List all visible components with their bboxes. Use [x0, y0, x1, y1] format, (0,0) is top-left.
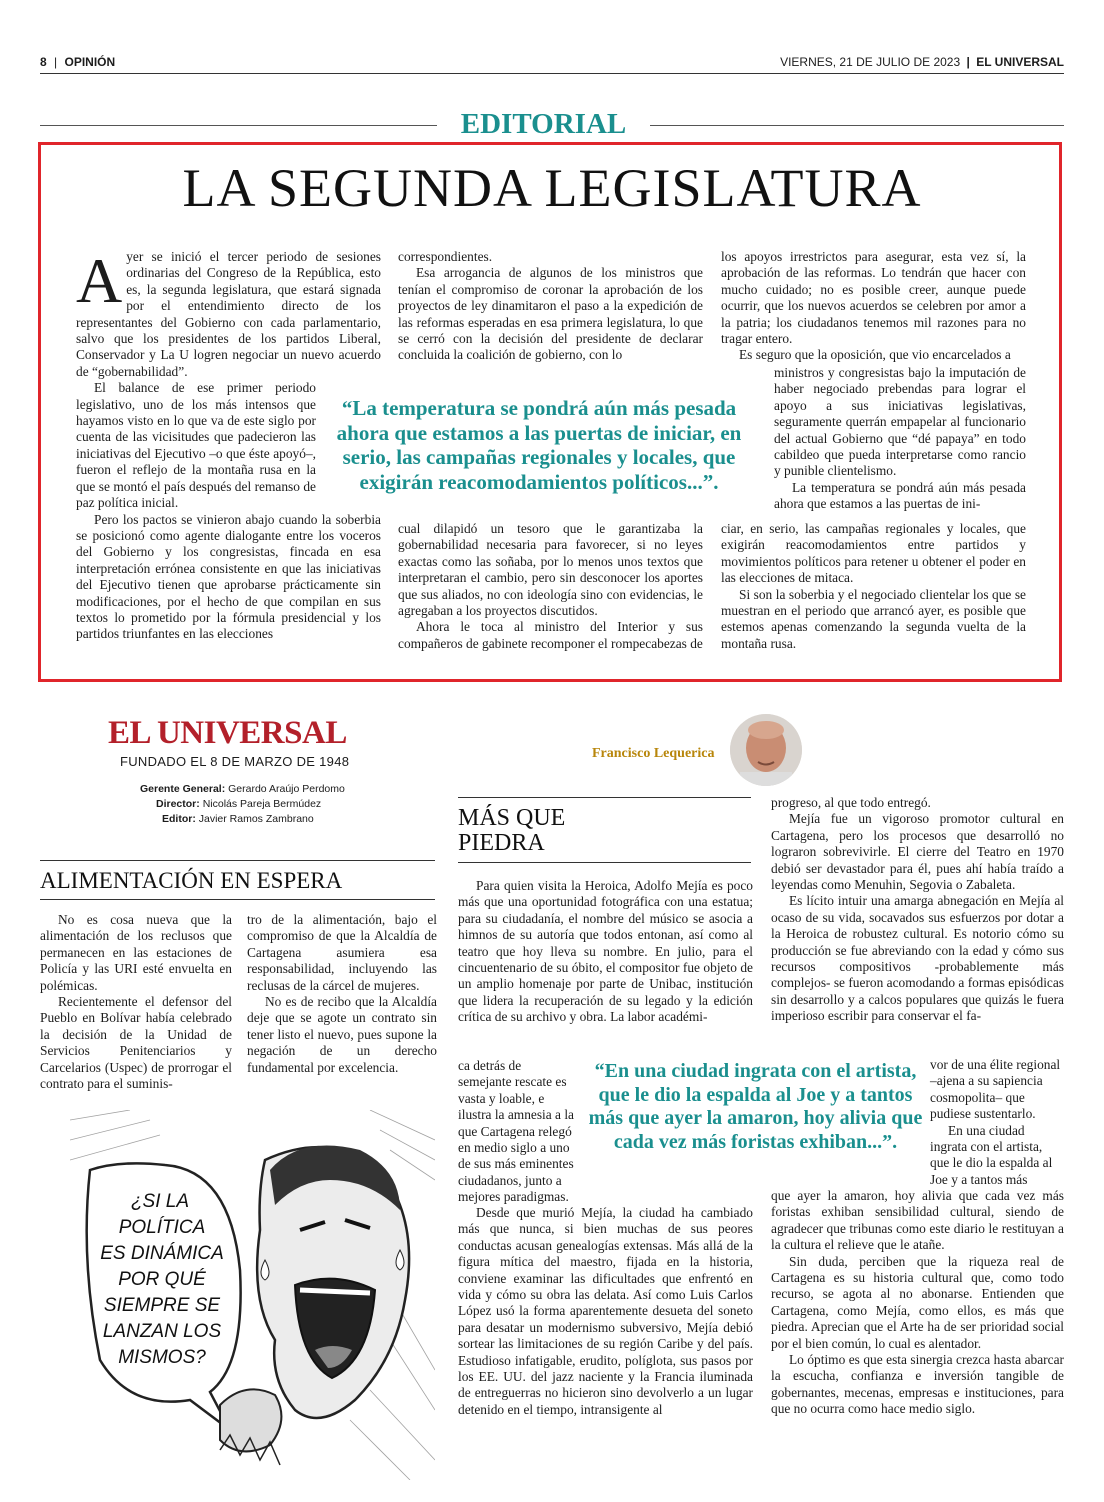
editorial-paragraph: Pero los pactos se vinieron abajo cuando la soberbia se posicionó como agente dialogante entre los voceros del Gobierno y los congresistas, fincada en esa interpretación errónea consistente en que las iniciativas del Ejecutivo tienen que aprobarse prácticamente sin modificaciones, por el hecho de que compilan en sus textos lo prometido por la fórmula presidencial y los partidos triunfantes en las elecciones [76, 511, 381, 642]
column-body-1-top [458, 878, 753, 1026]
column-paragraph: Desde que murió Mejía, la ciudad ha cambiado más que nunca, si bien muchas de sus peores conductas acusan genealogías extensas. Más allá de la figura mítica del maestro, fijada en la historia, conviene examinar las dificultades que enfrentó en vida y cómo su obra las delata. Así como Luis Carlos López usó la forma aparentemente desueta del soneto para desatar un modernismo subversivo, Mejía debió sortear las limitaciones de su región Caribe y del país. Estudioso infatigable, erudito, políglota, sus pasos por los EE. UU. del jazz naciente y la Francia iluminada de entreguerras no hicieron sino devolverlo a un lugar detenido en el tiempo, intransigente al [458, 1205, 753, 1417]
alimentacion-paragraph: No es cosa nueva que la alimentación de los reclusos que permanecen en las estaciones de Policía y las URI esté envuelta en polémicas. [40, 912, 232, 993]
header-rule [40, 73, 1064, 74]
column-body-1-bottom [458, 1205, 753, 1418]
editorial-paragraph: La temperatura se pondrá aún más pesada ahora que estamos a las puertas de ini- [774, 479, 1026, 512]
editorial-paragraph: los apoyos irrestrictos para asegurar, esta vez sí, la aprobación de las reformas. Lo tendrán que hacer con mucho cuidado; no es posible creer, aunque puede ocurrir, que los nuevos acuerdos se celebren por amor a la patria; los ciudadanos tenemos mil razones para no tragar entero. [721, 249, 1026, 347]
column-paragraph: Lo óptimo es que esta sinergia crezca hasta abarcar la escucha, confianza e inversión tangible de gobernantes, mecenas, empresas e instituciones, para que no ocurra como hace medio siglo. [771, 1352, 1064, 1417]
alimentacion-title-rule [40, 899, 435, 900]
column-body-2-top [771, 795, 1064, 1025]
column-title-line: MÁS QUE [458, 805, 566, 831]
editorial-cartoon [70, 1110, 435, 1480]
editorial-paragraph: cual dilapidó un tesoro que le garantizaba la gobernabilidad necesaria para favorecer, si no leyes exactas como las soñaba, por lo menos unos textos que interpretaran el cambio, pero sin desconocer los aportes que sus aliados, no con ideología sino con evidencias, le agregaban a los proyectos discutidos. [398, 521, 703, 619]
editorial-paragraph: Esa arrogancia de algunos de los ministros que tenían el compromiso de coronar la aprobación de los proyectos de ley dinamitaron el paso a la expedición de las reformas esperadas en esa primera legislatura, lo que se cerró con la decisión del presidente de declarar concluida la coalición de gobierno, con lo [398, 265, 703, 363]
editorial-column-2-top [398, 249, 703, 364]
column-paragraph: progreso, al que todo entregó. [771, 795, 931, 810]
column-paragraph: que ayer la amaron, hoy alivia que cada vez más foristas exhiban sensibilidad cultural, siendo de agradecer que tribunas como este diario le restituyan a la cultura el relieve que le atañe. [771, 1188, 1064, 1253]
editorial-paragraph: ministros y congresistas bajo la imputación de haber negociado prebendas para lograr el apoyo a sus iniciativas legislativas, seguramente querrán empapelar al funcionario del actual Gobierno que “dé papaya” en todo cabildeo que pueda interpretarse como rancio y punible clientelismo. [774, 365, 1026, 479]
editorial-paragraph: yer se inició el tercer periodo de sesiones ordinarias del Congreso de la República, esto es, la segunda legislatura, que estará signada por el entendimiento directo de los representantes del Gobierno con cada parlamentario, salvo que los presidentes de los partidos Liberal, Conservador y La U logren negociar un nuevo acuerdo de “gobernabilidad”. [76, 249, 381, 379]
staff-role: Director: [156, 798, 200, 810]
masthead-staff [96, 782, 396, 827]
editorial-paragraph: ciar, en serio, las campañas regionales y locales, que exigirán reacomodamientos entre partidos y movimientos políticos para retener u obtener el poder en las elecciones de mitaca. [721, 521, 1026, 586]
section-name: OPINIÓN [64, 55, 116, 69]
column-author: Francisco Lequerica [592, 746, 715, 761]
cartoon-speech-line: ¿SI LA [130, 1191, 190, 1212]
column-title [458, 806, 565, 856]
column-title-rule [458, 862, 751, 863]
column-paragraph: Es lícito intuir una amarga abnegación en Mejía al ocaso de su vida, socavados sus esfuerzos por dotar a la Heroica de robustez cultural. Es notorio cómo su producción se fue abreviando con la edad y cómo sus recursos compositivos -probablemente más complejos- se fueron acomodando a formas episódicas sin desarrollo y a calcos populares que quizás le fuera imperioso escribir para conservar el fa- [771, 893, 1065, 1024]
cartoon-speech-line: ES DINÁMICA [100, 1243, 224, 1264]
alimentacion-paragraph: Recientemente el defensor del Pueblo en Bolívar había celebrado la decisión de la Unidad de Servicios Penitenciarios y Carcelarios (Uspec) de prorrogar el contrato para el suminis- [40, 994, 232, 1092]
editorial-paragraph: correspondientes. [398, 249, 493, 264]
cartoon-speech-line: POLÍTICA [118, 1217, 206, 1238]
cartoon-speech-line: LANZAN LOS [102, 1321, 222, 1342]
editorial-paragraph: Ahora le toca al ministro del Interior y sus compañeros de gabinete recomponer el rompecabezas de [398, 619, 703, 651]
column-paragraph: Para quien visita la Heroica, Adolfo Mejía es poco más que una oportunidad fotográfica con una estatua; para su ciudadanía, el nombre del músico se asocia a himnos de su autoría que todos entonan, así como al teatro que hoy lleva su nombre. En julio, para el cincuentenario de su óbito, el compositor fue objeto de un amplio homenaje por parte de Unibac, institución que lidera la recuperación de su legado y la edición crítica de su archivo y obra. La labor académi- [458, 878, 753, 1025]
masthead-logo: EL UNIVERSAL [108, 715, 347, 751]
column-pullquote: “En una ciudad ingrata con el artista, que le dio la espalda al Joe y a tantos más que ayer la amaron, hoy alivia que cada vez más foristas exhiban...”. [583, 1060, 928, 1154]
masthead-founded: FUNDADO EL 8 DE MARZO DE 1948 [120, 754, 350, 769]
alimentacion-column-2 [247, 912, 437, 1076]
column-paragraph: Mejía fue un vigoroso promotor cultural en Cartagena, pero los procesos que desarrolló no lograron sobrevivirle. El cierre del Teatro en 1970 debió ser devastador para él, pues ahí había traído a leyendas como Menuhin, Segovia o Zabaleta. [771, 811, 1064, 893]
column-title-line: PIEDRA [458, 830, 545, 856]
editorial-pullquote: “La temperatura se pondrá aún más pesada ahora que estamos a las puertas de iniciar, en serio, las campañas regionales y locales, que exigirán reacomodamientos políticos...”. [318, 396, 760, 494]
kicker-rule-right [650, 125, 1064, 126]
editorial-kicker: EDITORIAL [460, 108, 627, 140]
cartoon-speech-line: MISMOS? [118, 1347, 206, 1368]
cartoon-speech-line: SIEMPRE SE [103, 1295, 221, 1316]
cartoon-speech-line: POR QUÉ [118, 1269, 206, 1290]
staff-role: Gerente General: [140, 783, 226, 795]
editorial-paragraph: Si son la soberbia y el negociado clientelar los que se muestran en el periodo que arrancó ayer, es posible que estemos apenas comenzando la segunda vuelta de la montaña rusa. [721, 586, 1026, 651]
staff-name: Nicolás Pareja Bermúdez [202, 798, 322, 810]
page-header: 8 | OPINIÓN [40, 55, 116, 69]
editorial-dropcap: A [76, 245, 123, 316]
kicker-rule-left [40, 125, 437, 126]
staff-name: Javier Ramos Zambrano [198, 813, 314, 825]
column-body-2-narrow [930, 1057, 1064, 1188]
author-photo [730, 714, 802, 786]
editorial-column-3-bottom [721, 521, 1026, 652]
column-body-1-narrow [458, 1058, 575, 1206]
column-paragraph: Sin duda, perciben que la riqueza real de Cartagena es su historia cultural que, como todo recurso, se agota al no abonarse. Entienden que Cartagena, como Mejía, como ellos, es más que piedra. Aprecian que el Arte ha de ser prioridad social por el bien común, lo cual es alentador. [771, 1253, 1064, 1351]
staff-name: Gerardo Araújo Perdomo [228, 783, 345, 795]
section-rule [40, 860, 435, 861]
editorial-column-2-bottom [398, 521, 703, 652]
staff-role: Editor: [162, 813, 196, 825]
header-paper: EL UNIVERSAL [976, 55, 1064, 69]
column-paragraph: En una ciudad ingrata con el artista, que le dio la espalda al Joe y a tantos más [930, 1122, 1053, 1187]
column-top-rule [458, 797, 751, 798]
editorial-column-3-mid [774, 365, 1026, 513]
header-right: VIERNES, 21 DE JULIO DE 2023 | EL UNIVERSAL [780, 55, 1064, 69]
column-paragraph: ca detrás de semejante rescate es vasta y loable, e ilustra la amnesia a la que Cartagena relegó en medio siglo a uno de sus más eminentes ciudadanos, junto a mejores paradigmas. [458, 1058, 575, 1205]
editorial-title: LA SEGUNDA LEGISLATURA [182, 158, 922, 218]
editorial-column-3-top [721, 249, 1026, 364]
column-paragraph: vor de una élite regional –ajena a su sapiencia cosmopolita– que pudiese sustentarlo. [930, 1057, 1061, 1122]
page-number: 8 [40, 55, 47, 69]
alimentacion-paragraph: No es de recibo que la Alcaldía deje que se agote un contrato sin tener listo el nuevo, pues supone la negación de un derecho fundamental por excelencia. [247, 994, 437, 1075]
editorial-paragraph: El balance de ese primer periodo legislativo, uno de los más intensos que hayamos visto en lo que va de este siglo por cuenta de las vicisitudes que padecieron las iniciativas del Ejecutivo –o que éste apoyó–, fueron el reflejo de la montaña rusa en la que se montó el país después del remanso de paz política inicial. [76, 380, 316, 511]
alimentacion-title: ALIMENTACIÓN EN ESPERA [40, 868, 343, 893]
alimentacion-column-1 [40, 912, 232, 1092]
alimentacion-paragraph: tro de la alimentación, bajo el compromiso de que la Alcaldía de Cartagena asumiera esa responsabilidad, incluyendo las reclusas de la cárcel de mujeres. [247, 912, 437, 993]
column-body-2-bottom [771, 1188, 1064, 1418]
editorial-paragraph: Es seguro que la oposición, que vio encarcelados a [739, 347, 1011, 363]
header-date: VIERNES, 21 DE JULIO DE 2023 [780, 55, 961, 69]
